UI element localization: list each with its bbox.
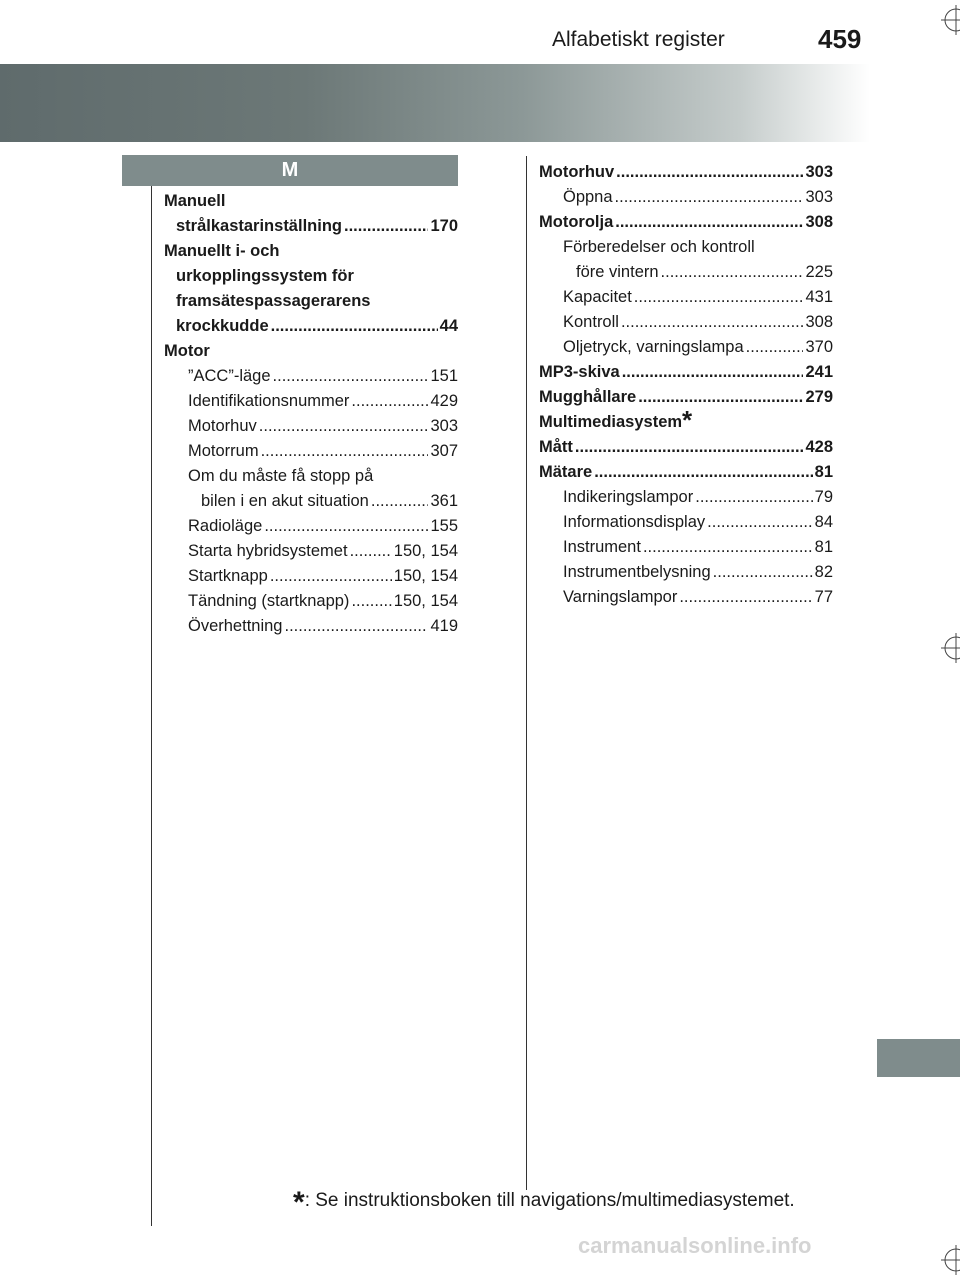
index-entry-text: Motorolja — [539, 213, 614, 231]
leader-dots — [615, 185, 804, 210]
crop-mark-icon — [941, 633, 960, 663]
leader-dots — [594, 460, 812, 485]
index-entry-text: Mätare — [539, 463, 593, 481]
index-entry — [539, 260, 833, 285]
index-entry-text: Identifikationsnummer — [188, 392, 350, 410]
chapter-tab-marker — [877, 1039, 960, 1077]
index-entry — [164, 489, 458, 514]
index-entry — [164, 239, 458, 264]
index-entry-text: Informationsdisplay — [563, 513, 706, 531]
index-column-right — [539, 160, 833, 610]
index-entry-text: Kontroll — [563, 313, 619, 331]
index-entry-page: 155 — [430, 517, 458, 535]
index-entry-page: 361 — [430, 492, 458, 510]
index-entry-page: 303 — [430, 417, 458, 435]
leader-dots — [270, 564, 392, 589]
index-entry: Multimediasystem * — [539, 405, 693, 435]
column-divider — [526, 156, 527, 1190]
index-entry-text: Starta hybridsystemet — [188, 542, 348, 560]
index-entry-page: 307 — [430, 442, 458, 460]
index-entry-page: 429 — [430, 392, 458, 410]
index-entry-page: 303 — [805, 163, 833, 181]
index-entry-text: Instrument — [563, 538, 641, 556]
leader-dots — [621, 310, 804, 335]
leader-dots — [707, 510, 812, 535]
index-entry-text: Radioläge — [188, 517, 263, 535]
index-entry — [164, 614, 458, 639]
index-entry-page: 419 — [430, 617, 458, 635]
index-entry — [164, 339, 458, 364]
index-entry — [164, 364, 458, 389]
leader-dots — [271, 314, 438, 339]
index-entry-text: Öppna — [563, 188, 613, 206]
index-entry — [539, 460, 833, 485]
index-entry — [539, 310, 833, 335]
index-entry-page: 241 — [805, 363, 833, 381]
index-entry — [539, 235, 833, 260]
index-entry-text: Varningslampor — [563, 588, 678, 606]
index-entry — [164, 189, 458, 214]
index-entry-page: 308 — [805, 313, 833, 331]
index-entry-page: 308 — [805, 213, 833, 231]
leader-dots — [351, 389, 428, 414]
index-entry-text: Multimediasystem — [539, 413, 683, 431]
index-entry-text: framsätespassagerarens — [176, 292, 371, 310]
index-entry-text: Mugghållare — [539, 388, 637, 406]
index-entry — [164, 564, 458, 589]
index-entry-text: Manuellt i- och — [164, 242, 280, 260]
index-entry — [164, 514, 458, 539]
index-entry-page: 151 — [430, 367, 458, 385]
index-entry — [539, 435, 833, 460]
index-entry-text: Motorhuv — [539, 163, 615, 181]
index-entry-page: 428 — [805, 438, 833, 456]
index-entry-page: 225 — [805, 263, 833, 281]
index-entry-page: 77 — [814, 588, 833, 606]
leader-dots — [746, 335, 804, 360]
header-banner — [0, 64, 870, 142]
index-entry — [539, 185, 833, 210]
index-entry — [539, 585, 833, 610]
index-column-left — [164, 189, 458, 639]
index-entry — [539, 335, 833, 360]
column-divider — [151, 186, 152, 1226]
leader-dots — [575, 435, 804, 460]
crop-mark-icon — [941, 1245, 960, 1275]
index-entry-page: 303 — [805, 188, 833, 206]
leader-dots — [344, 214, 428, 239]
index-entry-text: Överhettning — [188, 617, 283, 635]
leader-dots — [284, 614, 428, 639]
index-entry — [539, 285, 833, 310]
index-entry — [164, 439, 458, 464]
index-entry-page: 44 — [439, 317, 458, 335]
page-header-title: Alfabetiskt register — [552, 28, 725, 51]
index-entry-page: 81 — [814, 538, 833, 556]
leader-dots — [643, 535, 813, 560]
leader-dots — [622, 360, 804, 385]
index-entry-text: MP3-skiva — [539, 363, 620, 381]
index-entry-text: Oljetryck, varningslampa — [563, 338, 744, 356]
crop-mark-icon — [941, 5, 960, 35]
index-entry-page: 150, 154 — [393, 592, 458, 610]
leader-dots — [259, 414, 429, 439]
index-entry — [164, 289, 458, 314]
index-entry-text: Motorhuv — [188, 417, 257, 435]
footnote: *: Se instruktionsboken till navigations/multimediasystemet. — [293, 1186, 795, 1219]
leader-dots — [264, 514, 428, 539]
leader-dots — [371, 489, 429, 514]
index-entry-text: ”ACC”-läge — [188, 367, 271, 385]
index-entry-text: Motor — [164, 342, 210, 360]
leader-dots — [695, 485, 812, 510]
index-entry — [164, 264, 458, 289]
index-entry-text: urkopplingssystem för — [176, 267, 354, 285]
index-entry-text: strålkastarinställning — [176, 217, 342, 235]
index-entry — [164, 314, 458, 339]
leader-dots — [261, 439, 429, 464]
index-entry-text: krockkudde — [176, 317, 269, 335]
index-entry — [539, 535, 833, 560]
page-number: 459 — [818, 24, 862, 54]
index-entry-page: 431 — [805, 288, 833, 306]
index-entry-text: Motorrum — [188, 442, 259, 460]
leader-dots — [661, 260, 804, 285]
index-entry-page: 81 — [814, 463, 833, 481]
leader-dots — [634, 285, 804, 310]
index-entry — [164, 589, 458, 614]
index-entry — [164, 464, 458, 489]
index-entry — [539, 360, 833, 385]
index-entry-text: Mått — [539, 438, 573, 456]
index-entry-page: 79 — [814, 488, 833, 506]
leader-dots — [679, 585, 812, 610]
index-entry — [539, 160, 833, 185]
index-entry-text: Om du måste få stopp på — [188, 467, 374, 485]
index-entry — [164, 414, 458, 439]
index-entry-text: Kapacitet — [563, 288, 632, 306]
index-entry-page: 82 — [814, 563, 833, 581]
index-entry — [539, 210, 833, 235]
leader-dots — [713, 560, 813, 585]
index-entry-text: Tändning (startknapp) — [188, 592, 350, 610]
leader-dots — [615, 210, 803, 235]
index-entry-text: bilen i en akut situation — [201, 492, 369, 510]
leader-dots — [351, 589, 391, 614]
leader-dots — [350, 539, 392, 564]
watermark: carmanualsonline.info — [578, 1233, 812, 1258]
index-entry — [539, 510, 833, 535]
leader-dots — [273, 364, 429, 389]
index-entry-page: 279 — [805, 388, 833, 406]
index-entry-page: 150, 154 — [393, 542, 458, 560]
index-entry-text: Manuell — [164, 192, 226, 210]
index-entry-text: före vintern — [576, 263, 659, 281]
index-entry-page: 370 — [805, 338, 833, 356]
leader-dots — [616, 160, 803, 185]
index-entry-page: 84 — [814, 513, 833, 531]
index-entry-text: Förberedelser och kontroll — [563, 238, 755, 256]
index-entry — [539, 485, 833, 510]
index-entry — [539, 560, 833, 585]
index-entry-text: Instrumentbelysning — [563, 563, 711, 581]
index-entry — [164, 214, 458, 239]
index-entry-page: 170 — [430, 217, 458, 235]
leader-dots — [638, 385, 803, 410]
index-entry — [164, 389, 458, 414]
index-entry-text: Indikeringslampor — [563, 488, 694, 506]
index-entry — [164, 539, 458, 564]
index-entry-page: 150, 154 — [393, 567, 458, 585]
section-letter-header: M — [122, 155, 458, 186]
index-entry-text: Startknapp — [188, 567, 268, 585]
